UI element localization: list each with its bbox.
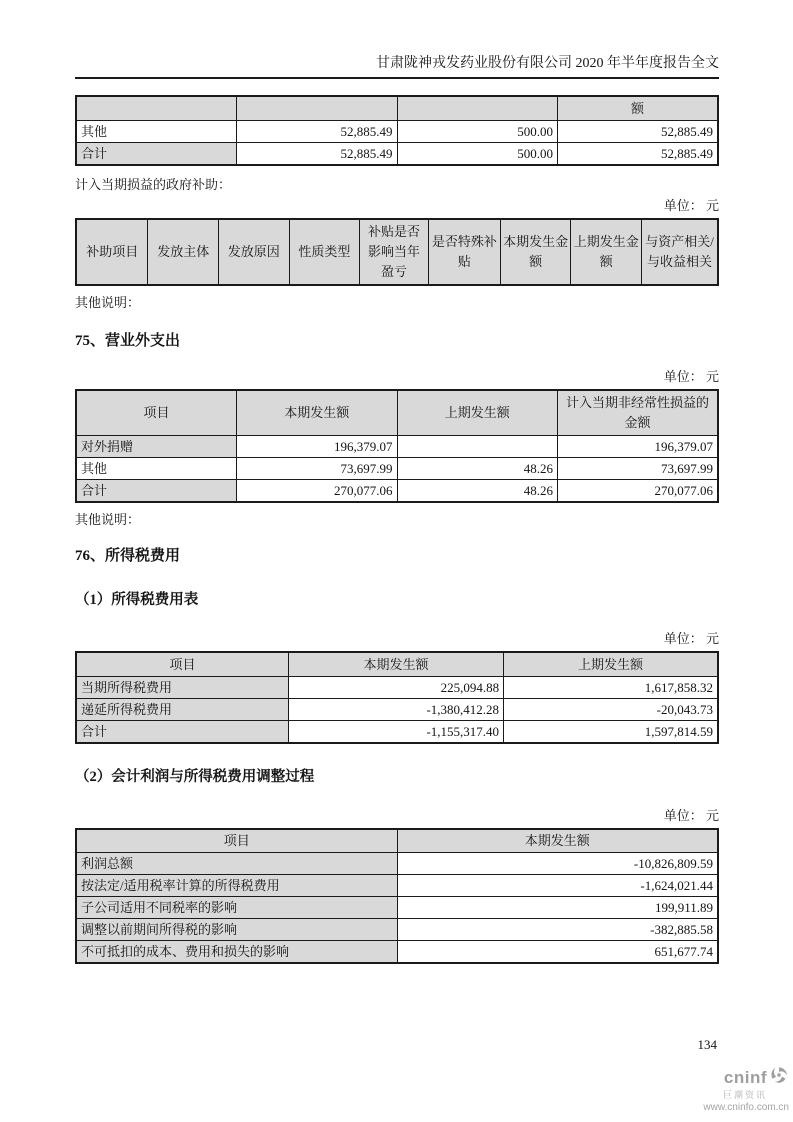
section-75-heading: 75、营业外支出: [75, 332, 181, 349]
table-row: [76, 853, 718, 875]
label-cell: 按法定/适用税率计算的所得税费用: [76, 875, 397, 897]
table-header-row: [76, 652, 718, 676]
table-gov-subsidy: [75, 218, 719, 286]
header-cell: 项目: [76, 829, 397, 853]
value-cell: 651,677.74: [397, 941, 718, 964]
unit-label: 单位： 元: [663, 631, 719, 646]
label-cell: 其他: [76, 120, 237, 142]
value-cell: -1,155,317.40: [289, 720, 504, 743]
header-cell: 本期发生额: [237, 390, 398, 436]
section-76-1-heading: （1）所得税费用表: [75, 592, 199, 608]
label-cell: 合计: [76, 480, 237, 503]
header-cell: 本期发生额: [289, 652, 504, 676]
table-row: [76, 698, 718, 720]
value-cell: 52,885.49: [237, 120, 398, 142]
other-notes-label: 其他说明：: [75, 294, 141, 310]
cninfo-caption: 巨潮资讯: [722, 1090, 767, 1100]
header-cell: 与资产相关/与收益相关: [642, 219, 718, 285]
unit-label: 单位： 元: [663, 368, 719, 384]
label-cell: 对外捐赠: [76, 436, 237, 458]
header-cell: 上期发生金额: [571, 219, 642, 285]
value-cell: 48.26: [397, 480, 558, 503]
table-header-row: [76, 390, 718, 436]
table-amount-carryover: [75, 95, 719, 166]
value-cell: 500.00: [397, 142, 558, 165]
header-cell: 性质类型: [289, 219, 360, 285]
document-header-title: 甘肃陇神戎发药业股份有限公司 2020 年半年度报告全文: [376, 56, 719, 71]
label-cell: 递延所得税费用: [76, 698, 289, 720]
header-cell: 上期发生额: [397, 390, 558, 436]
label-cell: 不可抵扣的成本、费用和损失的影响: [76, 941, 397, 964]
value-cell: 52,885.49: [237, 142, 398, 165]
cninfo-brand-text: cninf: [723, 1067, 767, 1087]
header-cell: [76, 96, 237, 120]
value-cell: -20,043.73: [504, 698, 718, 720]
value-cell: 196,379.07: [558, 436, 719, 458]
value-cell: -382,885.58: [397, 919, 718, 941]
table-row: [76, 919, 718, 941]
value-cell: 1,597,814.59: [504, 720, 718, 743]
value-cell: 1,617,858.32: [504, 676, 718, 698]
header-cell: 发放主体: [148, 219, 219, 285]
unit-label: 单位： 元: [663, 807, 719, 823]
cninfo-url: www.cninfo.com.cn: [703, 1102, 789, 1113]
header-cell: 发放原因: [219, 219, 290, 285]
value-cell: 52,885.49: [558, 142, 719, 165]
value-cell: -10,826,809.59: [397, 853, 718, 875]
label-cell: 当期所得税费用: [76, 676, 289, 698]
label-cell: 合计: [76, 142, 237, 165]
value-cell: [397, 436, 558, 458]
header-cell: 上期发生额: [504, 652, 718, 676]
header-cell: 是否特殊补贴: [428, 219, 500, 285]
cninfo-swirl-icon: [769, 1065, 789, 1089]
label-cell: 子公司适用不同税率的影响: [76, 897, 397, 919]
unit-label: 单位： 元: [663, 197, 719, 213]
table-row: [76, 436, 718, 458]
table-nonoperating-expenses: [75, 389, 719, 504]
header-rule: [75, 77, 719, 79]
table-row: [76, 458, 718, 480]
table-row: [76, 875, 718, 897]
value-cell: 73,697.99: [558, 458, 719, 480]
table-tax-reconciliation: [75, 828, 719, 965]
table-row: [76, 941, 718, 964]
table-header-row: [76, 219, 718, 285]
table-row: [76, 480, 718, 503]
header-cell: 补助项目: [76, 219, 148, 285]
header-cell: 本期发生金额: [500, 219, 571, 285]
table-row: [76, 142, 718, 165]
value-cell: 199,911.89: [397, 897, 718, 919]
label-cell: 其他: [76, 458, 237, 480]
cninfo-logo: [679, 1065, 789, 1113]
value-cell: 52,885.49: [558, 120, 719, 142]
value-cell: 48.26: [397, 458, 558, 480]
table-income-tax-expense: [75, 651, 719, 744]
header-cell: 项目: [76, 652, 289, 676]
value-cell: 196,379.07: [237, 436, 398, 458]
header-cell: [237, 96, 398, 120]
table-row: [76, 120, 718, 142]
other-notes-label: 其他说明：: [75, 512, 141, 527]
section-76-heading: 76、所得税费用: [75, 548, 181, 564]
table-header-row: [76, 96, 718, 120]
header-cell: 计入当期非经常性损益的金额: [558, 390, 719, 436]
value-cell: 73,697.99: [237, 458, 398, 480]
table-row: [76, 897, 718, 919]
section-76-2-heading: （2）会计利润与所得税费用调整过程: [75, 768, 315, 785]
label-cell: 合计: [76, 720, 289, 743]
value-cell: 270,077.06: [237, 480, 398, 503]
gov-subsidy-note: 计入当期损益的政府补助：: [75, 176, 232, 192]
table-row: [76, 676, 718, 698]
value-cell: -1,380,412.28: [289, 698, 504, 720]
page-number: 134: [697, 1037, 717, 1052]
header-cell: 额: [558, 96, 719, 120]
value-cell: 225,094.88: [289, 676, 504, 698]
header-cell: [397, 96, 558, 120]
value-cell: 270,077.06: [558, 480, 719, 503]
header-cell: 补贴是否影响当年盈亏: [360, 219, 429, 285]
value-cell: -1,624,021.44: [397, 875, 718, 897]
label-cell: 利润总额: [76, 853, 397, 875]
label-cell: 调整以前期间所得税的影响: [76, 919, 397, 941]
cninfo-logo-row: [679, 1065, 789, 1089]
table-row: [76, 720, 718, 743]
header-cell: 项目: [76, 390, 237, 436]
header-cell: 本期发生额: [397, 829, 718, 853]
value-cell: 500.00: [397, 120, 558, 142]
table-header-row: [76, 829, 718, 853]
